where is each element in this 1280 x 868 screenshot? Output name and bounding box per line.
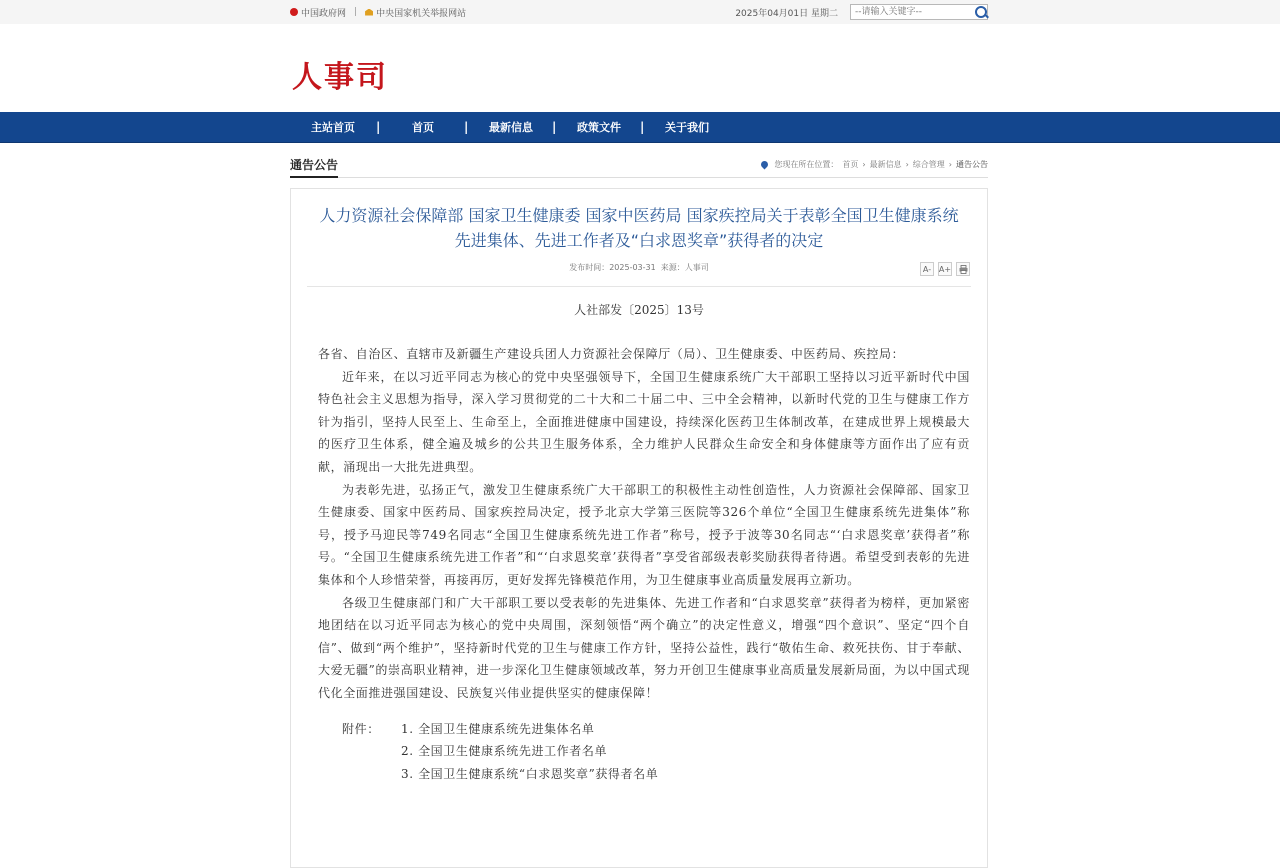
attachments-label: 附件： [342, 721, 380, 736]
source: 人事司 [684, 263, 709, 272]
nav-separator: | [464, 120, 469, 134]
print-icon [959, 265, 968, 274]
article-tools [920, 262, 970, 276]
print-button[interactable] [956, 262, 970, 276]
article-body [318, 343, 970, 785]
main-nav [0, 112, 1280, 143]
article-title-line-2: 先进集体、先进工作者及“白求恩奖章”获得者的决定 [454, 231, 824, 250]
body-paragraph-2: 为表彰先进，弘扬正气，激发卫生健康系统广大干部职工的积极性主动性创造性，人力资源社会保障部、国家卫生健康委、国家中医药局、国家疾控局决定，授予北京大学第三医院等326个单位“全国卫生健康系统先进集体”称号，授予马迎民等749名同志“全国卫生健康系统先进工作者”称号，授予于波等30名同志“‘白求恩奖章’获得者”称号。“全国卫生健康系统先进工作者”和“‘白求恩奖章’获得者”享受省部级表彰奖励获得者待遇。希望受到表彰的先进集体和个人珍惜荣誉，再接再厉，更好发挥先锋模范作用，为卫生健康事业高质量发展再立新功。 [318, 482, 970, 587]
location-pin-icon [760, 160, 770, 170]
article-title-line-1: 人力资源社会保障部 国家卫生健康委 国家中医药局 国家疾控局关于表彰全国卫生健康系统 [319, 206, 959, 225]
nav-item-main-home[interactable]: 主站首页 [311, 121, 355, 134]
font-increase-icon: A+ [938, 264, 952, 274]
article-title [291, 203, 987, 253]
site-logo[interactable]: 人事司 [292, 60, 388, 95]
breadcrumb-arrow: › [862, 160, 866, 169]
top-bar [0, 0, 1280, 24]
search-input[interactable] [851, 5, 971, 19]
report-site-label: 中央国家机关举报网站 [376, 8, 467, 19]
attachments [318, 718, 970, 786]
publish-date: 2025-03-31 [609, 263, 656, 272]
breadcrumb-item-home[interactable]: 首页 [842, 160, 859, 169]
section-title: 通告公告 [290, 156, 338, 178]
font-decrease-icon: A- [922, 264, 932, 274]
breadcrumb-label: 您现在所在位置： [774, 160, 839, 169]
breadcrumb-arrow: › [905, 160, 909, 169]
nav-item-about[interactable]: 关于我们 [665, 121, 709, 134]
report-site-link[interactable] [365, 6, 466, 19]
search-icon[interactable] [971, 5, 987, 19]
topbar-separator: | [354, 7, 358, 17]
search-box [850, 4, 988, 20]
section-header [290, 143, 988, 178]
breadcrumb-item-latest[interactable]: 最新信息 [869, 160, 902, 169]
title-divider [307, 286, 971, 287]
breadcrumb-arrow: › [948, 160, 952, 169]
gov-link-label: 中国政府网 [301, 8, 347, 19]
salutation: 各省、自治区、直辖市及新疆生产建设兵团人力资源社会保障厅（局）、卫生健康委、中医药局、疾控局： [318, 347, 905, 361]
national-emblem-icon [290, 8, 298, 16]
site-header [0, 24, 1280, 112]
attachment-link-1[interactable]: 1. 全国卫生健康系统先进集体名单 [401, 721, 595, 736]
document-number: 人社部发〔2025〕13号 [574, 303, 704, 317]
nav-separator: | [552, 120, 557, 134]
article-meta [291, 262, 987, 273]
nav-item-policy[interactable]: 政策文件 [577, 121, 621, 134]
current-date: 2025年04月01日 星期二 [735, 8, 838, 19]
article-container [290, 188, 988, 868]
source-label: 来源： [660, 263, 685, 272]
building-icon [365, 9, 373, 16]
body-paragraph-1: 近年来，在以习近平同志为核心的党中央坚强领导下，全国卫生健康系统广大干部职工坚持以习近平新时代中国特色社会主义思想为指导，深入学习贯彻党的二十大和二十届二中、三中全会精神，以新时代党的卫生与健康工作方针为指引，坚持人民至上、生命至上，全面推进健康中国建设，持续深化医药卫生体制改革，在建成世界上规模最大的医疗卫生体系，健全遍及城乡的公共卫生服务体系，全力维护人民群众生命安全和身体健康等方面作出了应有贡献，涌现出一大批先进典型。 [318, 369, 970, 474]
nav-item-latest[interactable]: 最新信息 [489, 121, 533, 134]
font-decrease-button[interactable] [920, 262, 934, 276]
nav-separator: | [640, 120, 645, 134]
nav-item-home[interactable]: 首页 [412, 121, 434, 134]
attachment-link-3[interactable]: 3. 全国卫生健康系统“白求恩奖章”获得者名单 [401, 766, 659, 781]
body-paragraph-3: 各级卫生健康部门和广大干部职工要以受表彰的先进集体、先进工作者和“白求恩奖章”获得者为榜样，更加紧密地团结在以习近平同志为核心的党中央周围，深刻领悟“两个确立”的决定性意义，增强“四个意识”、坚定“四个自信”、做到“两个维护”，坚持新时代党的卫生与健康工作方针，坚持公益性，践行“敬佑生命、救死扶伤、甘于奉献、大爱无疆”的崇高职业精神，进一步深化卫生健康领域改革，努力开创卫生健康事业高质量发展新局面，为以中国式现代化全面推进强国建设、民族复兴伟业提供坚实的健康保障！ [318, 595, 970, 700]
font-increase-button[interactable] [938, 262, 952, 276]
attachment-link-2[interactable]: 2. 全国卫生健康系统先进工作者名单 [401, 744, 608, 759]
nav-separator: | [376, 120, 381, 134]
breadcrumb-item-admin[interactable]: 综合管理 [912, 160, 945, 169]
breadcrumb-item-current[interactable]: 通告公告 [956, 160, 988, 169]
publish-date-label: 发布时间： [569, 263, 610, 272]
breadcrumb [761, 159, 988, 170]
gov-link[interactable] [290, 6, 346, 19]
